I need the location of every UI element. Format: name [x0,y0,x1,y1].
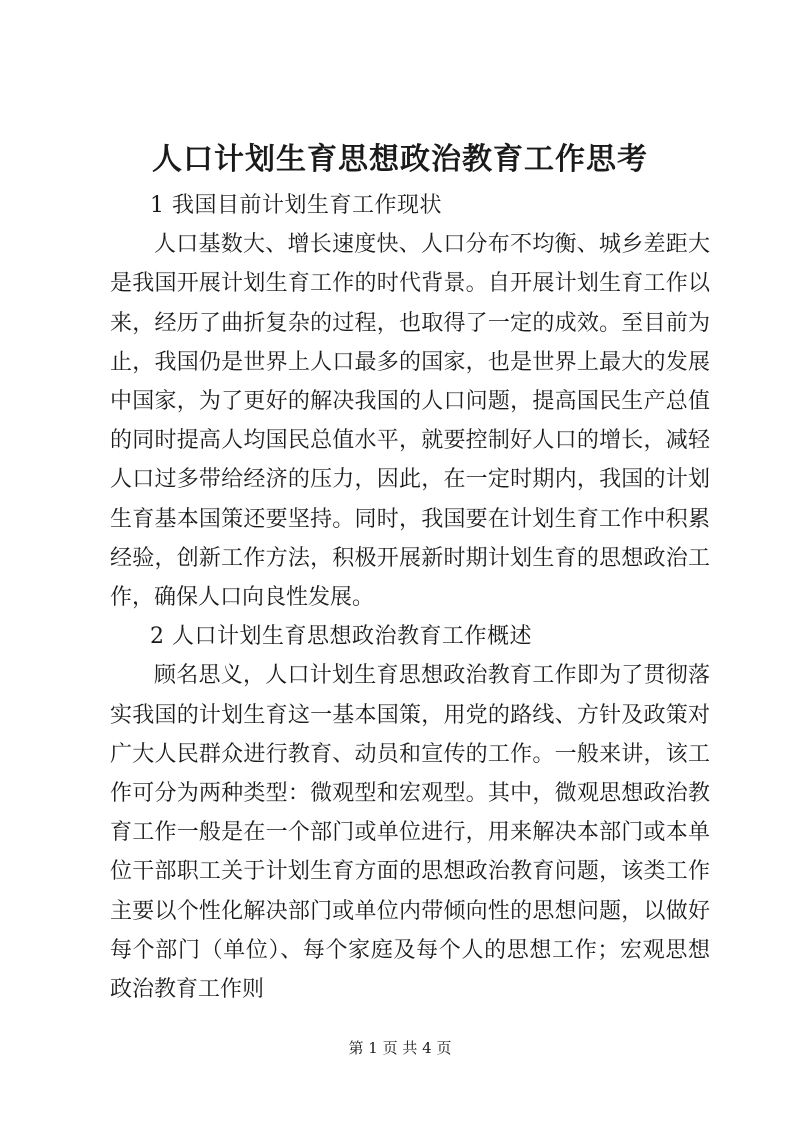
document-title: 人口计划生育思想政治教育工作思考 [152,142,648,177]
section-2-heading: 2 人口计划生育思想政治教育工作概述 [150,624,532,650]
page-number-footer: 第 1 页 共 4 页 [348,1039,452,1057]
section-1-paragraph: 人口基数大、增长速度快、人口分布不均衡、城乡差距大是我国开展计划生育工作的时代背景。自开展计划生育工作以来，经历了曲折复杂的过程，也取得了一定的成效。至目前为止，我国仍是世界上人口最多的国家，也是世界上最大的发展中国家，为了更好的解决我国的人口问题，提高国民生产总值的同时提高人均国民总值水平，就要控制好人口的增长，减轻人口过多带给经济的压力，因此，在一定时期内，我国的计划生育基本国策还要坚持。同时，我国要在计划生育工作中积累经验，创新工作方法，积极开展新时期计划生育的思想政治工作，确保人口向良性发展。 [110,232,710,611]
document-body [110,186,710,1009]
section-1-heading: 1 我国目前计划生育工作现状 [150,193,442,218]
section-2-paragraph: 顾名思义，人口计划生育思想政治教育工作即为了贯彻落实我国的计划生育这一基本国策，用党的路线、方针及政策对广大人民群众进行教育、动员和宣传的工作。一般来讲，该工作可分为两种类型：微观型和宏观型。其中，微观思想政治教育工作一般是在一个部门或单位进行，用来解决本部门或本单位干部职工关于计划生育方面的思想政治教育问题，该类工作主要以个性化解决部门或单位内带倾向性的思想问题，以做好每个部门（单位）、每个家庭及每个人的思想工作；宏观思想政治教育工作则 [110,663,710,1003]
